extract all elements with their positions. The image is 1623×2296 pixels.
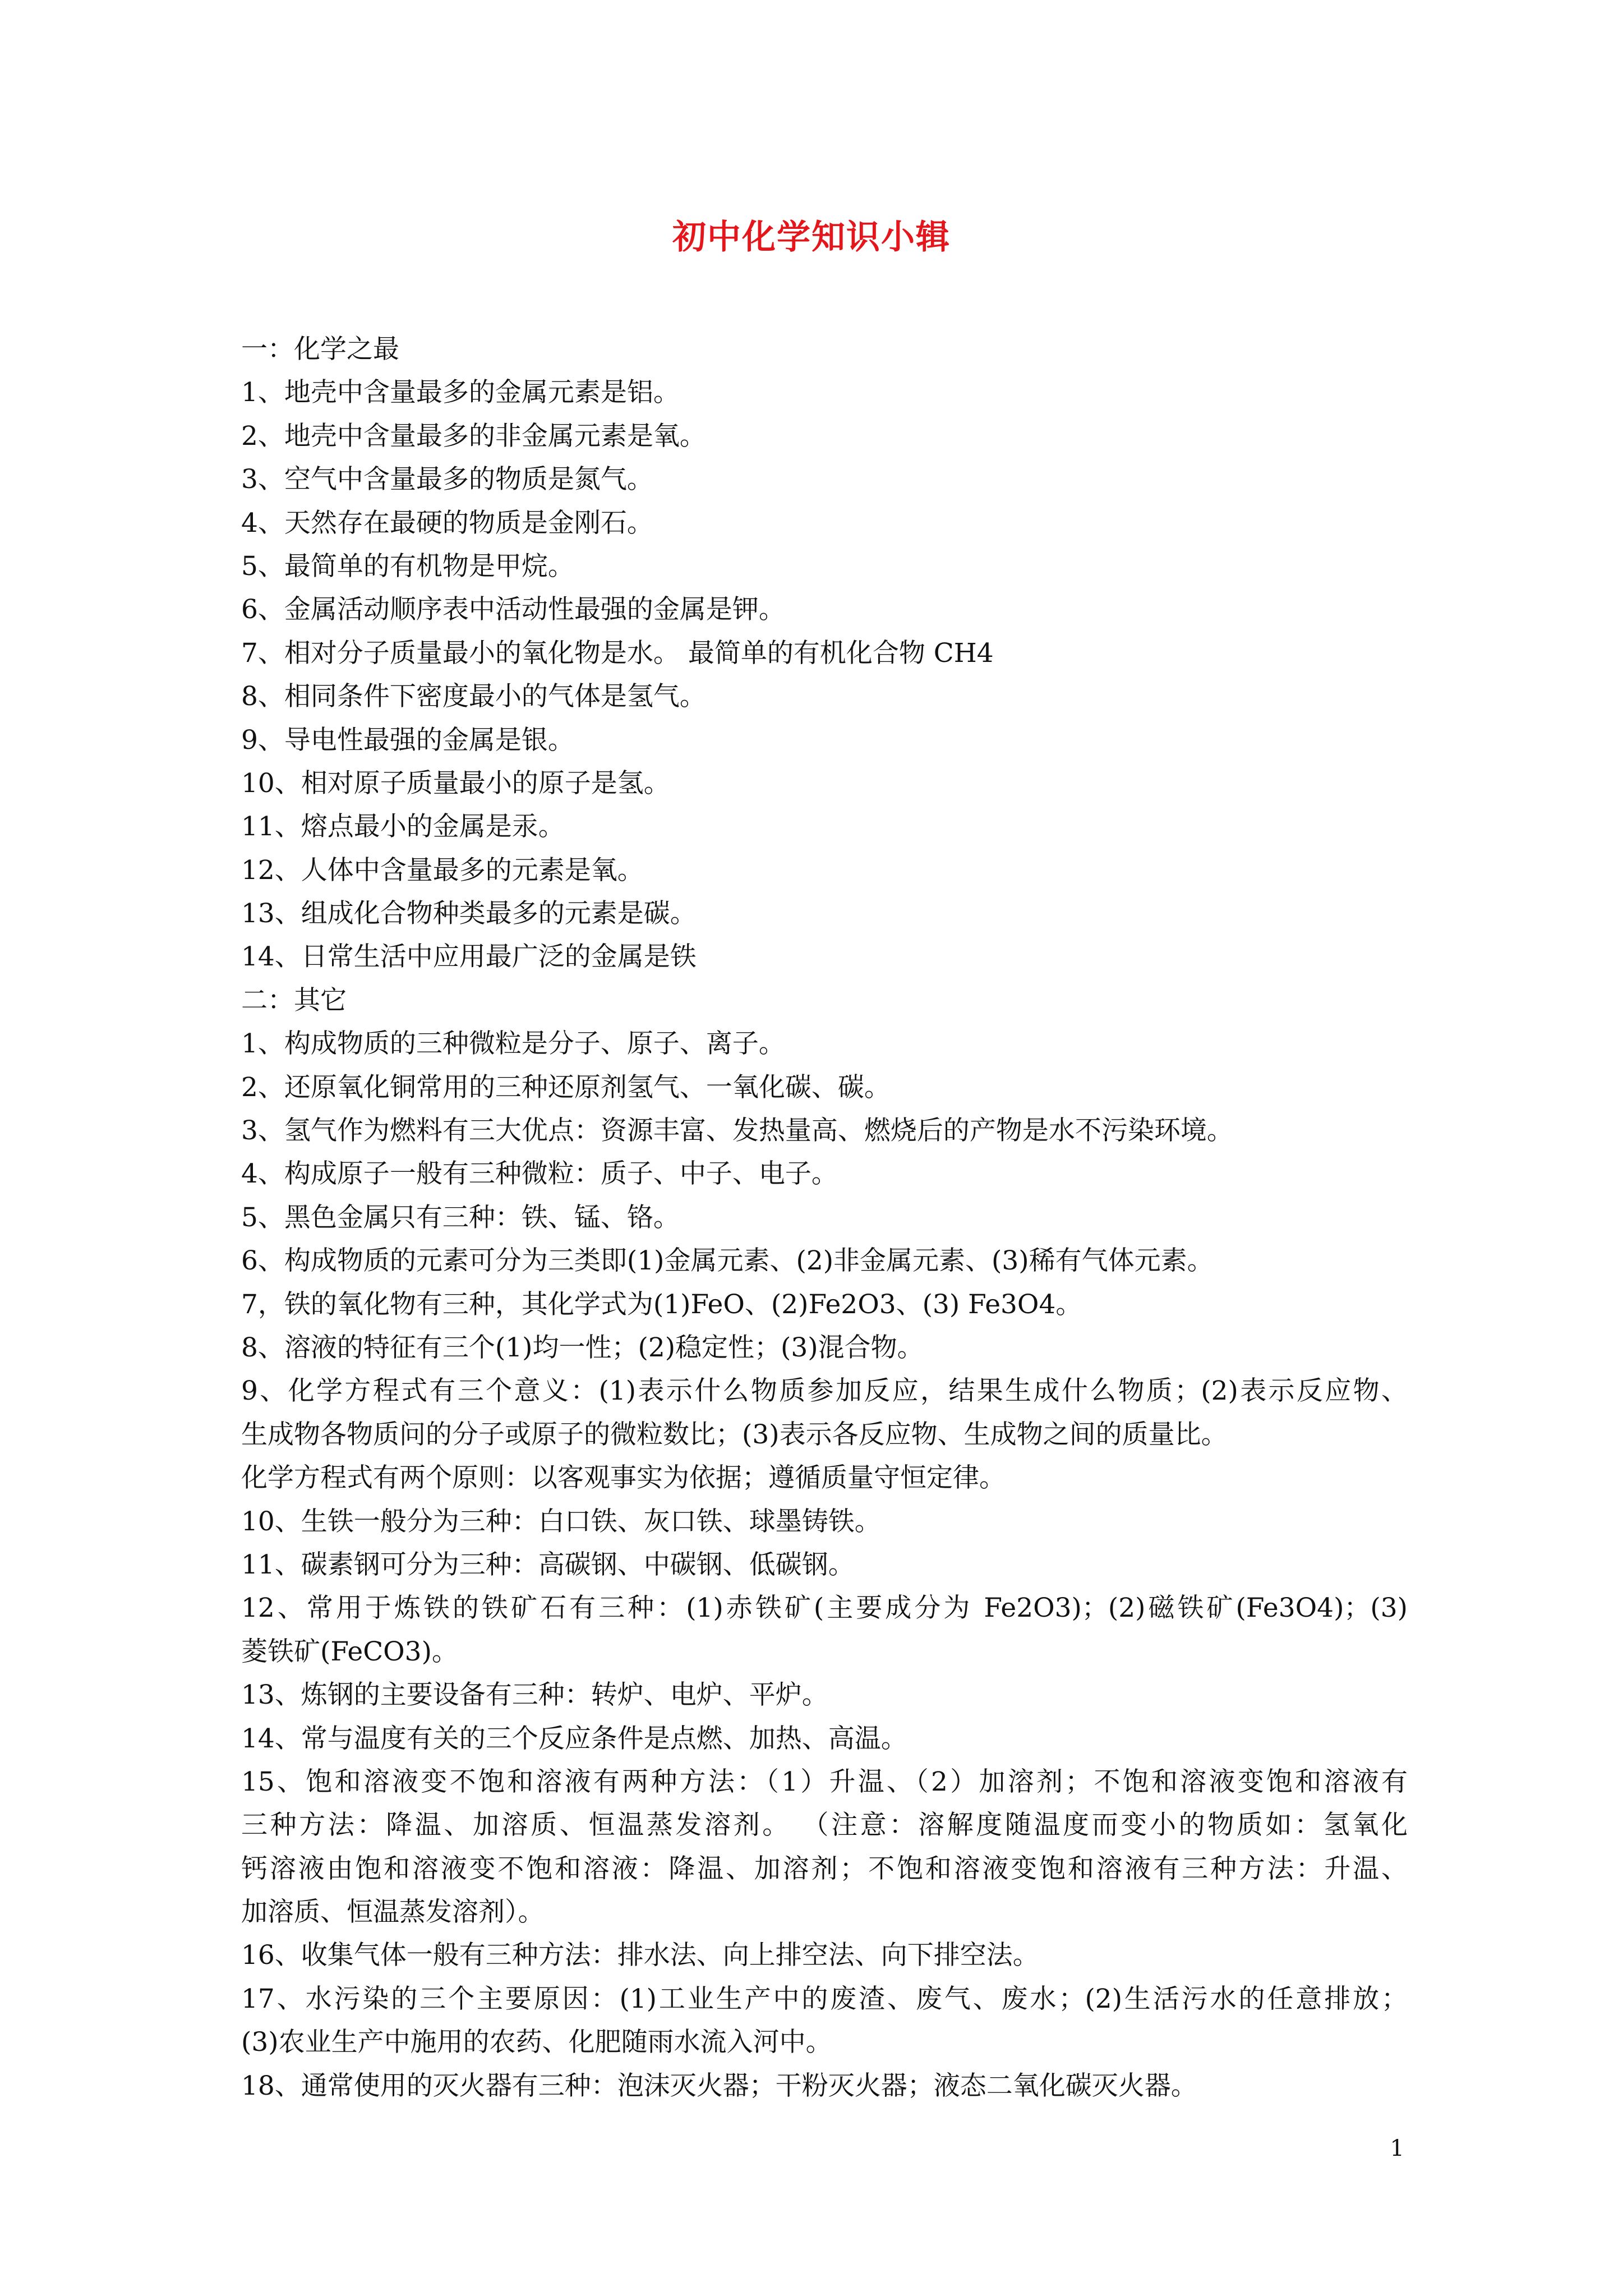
text-line: 13、组成化合物种类最多的元素是碳。 [241,898,697,930]
text-line: 2、地壳中含量最多的非金属元素是氧。 [241,420,706,452]
text-line: 化学方程式有两个原则：以客观事实为依据；遵循质量守恒定律。 [241,1462,1006,1494]
text-line: 8、相同条件下密度最小的气体是氢气。 [241,681,706,712]
text-line: 15、饱和溶液变不饱和溶液有两种方法：（1）升温、（2）加溶剂；不饱和溶液变饱和溶液有 [241,1766,1408,1797]
text-line: 10、相对原子质量最小的原子是氢。 [241,767,670,799]
text-line: 4、天然存在最硬的物质是金刚石。 [241,507,653,539]
text-line: 加溶质、恒温蒸发溶剂）。 [241,1897,545,1928]
text-line: 14、日常生活中应用最广泛的金属是铁 [241,941,697,973]
text-line: 9、化学方程式有三个意义：(1)表示什么物质参加反应，结果生成什么物质；(2)表示反应物、 [241,1375,1408,1407]
text-line: 6、构成物质的元素可分为三类即(1)金属元素、(2)非金属元素、(3)稀有气体元素。 [241,1245,1214,1277]
text-line: 二：其它 [241,984,347,1016]
text-line: 14、常与温度有关的三个反应条件是点燃、加热、高温。 [241,1723,907,1754]
text-line: 11、碳素钢可分为三种：高碳钢、中碳钢、低碳钢。 [241,1549,855,1580]
text-line: 菱铁矿(FeCO3)。 [241,1636,458,1667]
text-line: (3)农业生产中施用的农药、化肥随雨水流入河中。 [241,2027,832,2058]
text-line: 1、地壳中含量最多的金属元素是铝。 [241,377,680,408]
page-number: 1 [1390,2136,1404,2161]
text-line: 7、相对分子质量最小的氧化物是水。 最简单的有机化合物 CH4 [241,637,994,669]
text-line: 1、构成物质的三种微粒是分子、原子、离子。 [241,1028,785,1060]
text-line: 16、收集气体一般有三种方法：排水法、向上排空法、向下排空法。 [241,1940,1039,1971]
text-line: 钙溶液由饱和溶液变不饱和溶液：降温、加溶剂；不饱和溶液变饱和溶液有三种方法：升温、 [241,1853,1408,1884]
text-line: 5、最简单的有机物是甲烷。 [241,550,574,582]
text-line: 8、溶液的特征有三个(1)均一性；(2)稳定性；(3)混合物。 [241,1332,924,1363]
text-line: 18、通常使用的灭火器有三种：泡沫灭火器；干粉灭火器；液态二氧化碳灭火器。 [241,2070,1197,2101]
text-line: 3、空气中含量最多的物质是氮气。 [241,464,653,495]
text-line: 9、导电性最强的金属是银。 [241,724,574,756]
text-line: 2、还原氧化铜常用的三种还原剂氢气、一氧化碳、碳。 [241,1071,891,1103]
text-line: 7，铁的氧化物有三种，其化学式为(1)FeO、(2)Fe2O3、(3) Fe3O4。 [241,1289,1082,1320]
text-line: 5、黑色金属只有三种：铁、锰、铬。 [241,1202,680,1233]
text-line: 11、熔点最小的金属是汞。 [241,811,565,843]
text-line: 17、水污染的三个主要原因：(1)工业生产中的废渣、废气、废水；(2)生活污水的任意排放； [241,1983,1408,2014]
text-line: 4、构成原子一般有三种微粒：质子、中子、电子。 [241,1158,838,1190]
document-body [241,328,1408,2108]
text-line: 三种方法：降温、加溶质、恒温蒸发溶剂。 （注意：溶解度随温度而变小的物质如：氢氧化 [241,1810,1408,1841]
text-line: 13、炼钢的主要设备有三种：转炉、电炉、平炉。 [241,1680,828,1711]
text-line: 12、人体中含量最多的元素是氧。 [241,854,644,886]
text-line: 12、常用于炼铁的铁矿石有三种：(1)赤铁矿(主要成分为 Fe2O3)；(2)磁铁矿(Fe3O4)；(3) [241,1593,1408,1624]
text-line: 生成物各物质问的分子或原子的微粒数比；(3)表示各反应物、生成物之间的质量比。 [241,1419,1228,1450]
text-line: 6、金属活动顺序表中活动性最强的金属是钾。 [241,594,785,625]
text-line: 一：化学之最 [241,334,399,365]
text-line: 3、氢气作为燃料有三大优点：资源丰富、发热量高、燃烧后的产物是水不污染环境。 [241,1115,1233,1147]
page-title: 初中化学知识小辑 [672,218,951,257]
text-line: 10、生铁一般分为三种：白口铁、灰口铁、球墨铸铁。 [241,1506,881,1537]
